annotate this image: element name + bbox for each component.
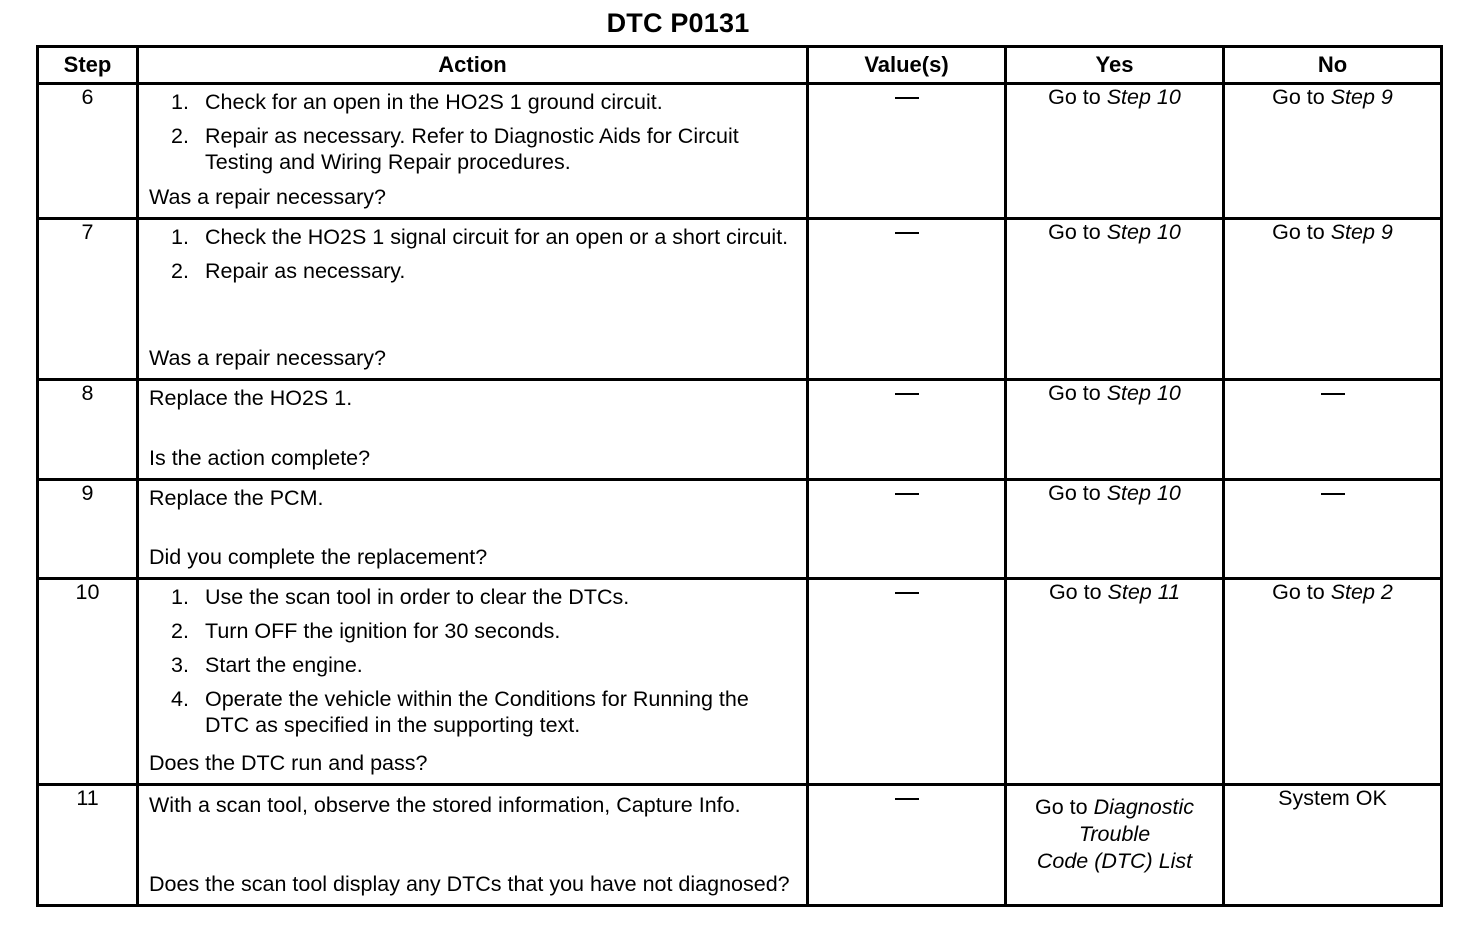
step-number: 7	[38, 219, 138, 380]
yes-target: Step 11	[1107, 580, 1181, 604]
table-row	[38, 480, 1442, 579]
value-cell	[808, 785, 1006, 906]
dash-mark	[895, 97, 919, 99]
dash-mark	[895, 493, 919, 495]
page-title: DTC P0131	[606, 8, 750, 38]
action-text: Replace the PCM.	[149, 486, 324, 510]
action-question: Does the DTC run and pass?	[149, 751, 428, 775]
dash-mark	[895, 798, 919, 800]
value-cell	[808, 380, 1006, 480]
yes-cell	[1006, 785, 1224, 906]
header-values: Value(s)	[808, 47, 1006, 84]
step-number: 8	[38, 380, 138, 480]
yes-cell: Go to Step 10	[1006, 480, 1224, 579]
action-cell	[138, 219, 808, 380]
header-row	[38, 47, 1442, 84]
action-cell	[138, 84, 808, 219]
yes-target: Step 10	[1106, 220, 1181, 244]
no-target: Step 9	[1330, 220, 1393, 244]
header-yes: Yes	[1006, 47, 1224, 84]
yes-target: Trouble	[1078, 822, 1151, 846]
action-question: Is the action complete?	[149, 446, 371, 470]
step-number: 9	[38, 480, 138, 579]
yes-cell: Go to Step 10	[1006, 380, 1224, 480]
yes-cell: Go to Step 11	[1006, 579, 1224, 785]
list-item: 1. Check for an open in the HO2S 1 ground circuit.	[171, 90, 663, 114]
action-question: Was a repair necessary?	[149, 185, 386, 209]
dash-mark	[895, 232, 919, 234]
no-cell: Go to Step 2	[1224, 579, 1442, 785]
list-item: 3. Start the engine.	[171, 653, 363, 677]
table-row	[38, 84, 1442, 219]
yes-target: Code (DTC) List	[1036, 849, 1193, 873]
value-cell	[808, 84, 1006, 219]
action-cell	[138, 380, 808, 480]
yes-target: Step 10	[1106, 85, 1181, 109]
step-number: 6	[38, 84, 138, 219]
value-cell	[808, 480, 1006, 579]
action-cell	[138, 579, 808, 785]
dash-mark	[1321, 493, 1345, 495]
value-cell	[808, 579, 1006, 785]
header-no: No	[1224, 47, 1442, 84]
step-number: 10	[38, 579, 138, 785]
value-cell	[808, 219, 1006, 380]
table-row	[38, 219, 1442, 380]
list-item: 2. Repair as necessary. Refer to Diagnostic Aids for Circuit Testing and Wiring Repair procedures.	[171, 124, 739, 174]
no-cell: Go to Step 9	[1224, 84, 1442, 219]
table-row	[38, 380, 1442, 480]
dash-mark	[1321, 393, 1345, 395]
list-item: 2. Repair as necessary.	[171, 259, 406, 283]
list-item: 4. Operate the vehicle within the Conditions for Running the DTC as specified in the supporting text.	[171, 687, 749, 737]
dtc-table	[36, 45, 1443, 907]
no-cell: Go to Step 9	[1224, 219, 1442, 380]
yes-prefix: Go to Diagnostic	[1035, 795, 1194, 819]
yes-target: Step 10	[1106, 381, 1181, 405]
dash-mark	[895, 592, 919, 594]
action-question: Did you complete the replacement?	[149, 545, 488, 569]
no-cell	[1224, 480, 1442, 579]
action-cell	[138, 785, 808, 906]
list-item: 2. Turn OFF the ignition for 30 seconds.	[171, 619, 561, 643]
table-row	[38, 579, 1442, 785]
header-step: Step	[38, 47, 138, 84]
action-text: With a scan tool, observe the stored information, Capture Info.	[149, 793, 741, 817]
no-cell: System OK	[1224, 785, 1442, 906]
no-target: Step 2	[1330, 580, 1393, 604]
no-target: Step 9	[1330, 85, 1393, 109]
step-number: 11	[38, 785, 138, 906]
list-item: 1. Check the HO2S 1 signal circuit for an open or a short circuit.	[171, 225, 789, 249]
yes-target: Step 10	[1106, 481, 1181, 505]
yes-cell: Go to Step 10	[1006, 84, 1224, 219]
action-text: Replace the HO2S 1.	[149, 386, 353, 410]
action-cell	[138, 480, 808, 579]
no-cell	[1224, 380, 1442, 480]
header-action: Action	[138, 47, 808, 84]
list-item: 1. Use the scan tool in order to clear the DTCs.	[171, 585, 630, 609]
dash-mark	[895, 393, 919, 395]
yes-cell: Go to Step 10	[1006, 219, 1224, 380]
table-row	[38, 785, 1442, 906]
action-question: Does the scan tool display any DTCs that you have not diagnosed?	[149, 872, 790, 896]
action-question: Was a repair necessary?	[149, 346, 386, 370]
